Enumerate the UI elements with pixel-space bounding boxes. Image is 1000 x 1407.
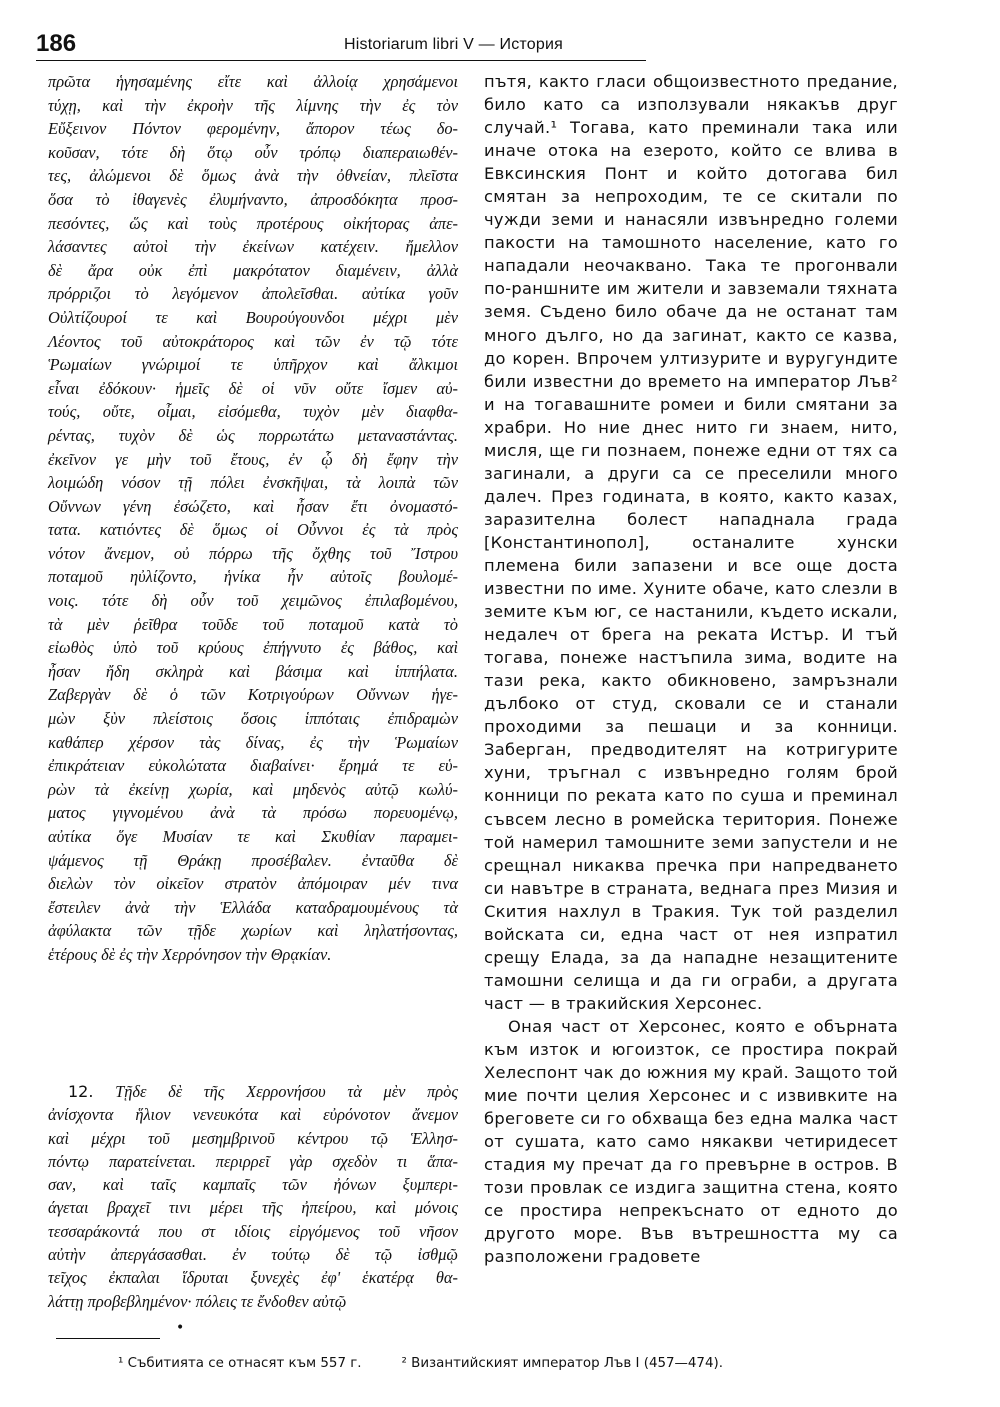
greek-line: κοῦσαν, τότε δὴ ὅτῳ οὖν τρόπῳ διαπεραιωθέν- — [48, 142, 458, 162]
greek-section-line: καὶ μέχρι τοῦ μεσημβρινοῦ κέντρου τῷ Ἑλλησ- — [48, 1128, 458, 1148]
greek-section-12 — [48, 1080, 458, 1313]
greek-line: ψάμενος τῇ Θράκῃ προσέβαλεν. ἐνταῦθα δὲ — [48, 850, 458, 870]
greek-line: εἰωθὸς ὑπὸ τοῦ κρύους ἐπήγνυτο ἐς βάθος, καὶ — [48, 638, 458, 658]
greek-line: ἐκεῖνον γε μὴν τοῦ ἔτους, ἐν ᾧ δὴ ἔφην τὴν — [48, 449, 458, 469]
greek-section-line: αὐτὴν ἀπεργάσασθαι. ἐν τούτῳ δὲ τῷ ἰσθμῷ — [48, 1245, 458, 1265]
greek-line: ἀφύλακτα τῶν τῇδε χωρίων καὶ ληλατήσοντας, — [48, 921, 458, 941]
greek-line: ἦσαν ἤδη σκληρὰ καὶ βάσιμα καὶ ἱππήλατα. — [48, 661, 458, 681]
greek-section-first-text: Τῇδε δὲ τῆς Χερρονήσου τὰ μὲν πρὸς — [115, 1082, 458, 1101]
footnote-rule — [56, 1338, 160, 1339]
greek-line: μὼν ξὺν πλείστοις ὅσοις ἱππόταις ἐπιδραμὼν — [48, 709, 458, 729]
footnote-marker: • — [176, 1320, 185, 1336]
greek-line: λοιμώδη νόσον τῇ πόλει ἐνσκῆψαι, τὰ λοιπὰ τῶν — [48, 473, 458, 493]
greek-line: καθάπερ χέρσον τὰς δίνας, ἐς τὴν Ῥωμαίων — [48, 732, 458, 752]
greek-line: Εὔξεινον Πόντον φερομένην, ἄπορον τέως δο- — [48, 119, 458, 139]
footnote-2: ² Византийският император Лъв I (457—474). — [401, 1356, 723, 1371]
greek-line: τες, ἀλώμενοι δὲ ὅμως ἀνὰ τὴν ὀθνείαν, πλεῖστα — [48, 166, 458, 186]
greek-line: λάσαντες αὐτοὶ τὴν ἐκείνων κατέχειν. ἤμελλον — [48, 237, 458, 257]
greek-line: νοις. τότε δὴ οὖν τοῦ χειμῶνος ἐπιλαβομένου, — [48, 591, 458, 611]
bulgarian-paragraph-1: пътя, както гласи общоизвестното предание, било като са използували някакъв друг случай.¹ Тогава, като преминали така или иначе отока на езерото, който се влива в Евксинския Понт и който дотогава бил смятан за непроходим, те се скитали по чужди земи и нанасяли извънредно големи пакости на тамошното население, като го нападали неочаквано. Така те прогонвали по-раншните им жители и завземали тяхната земя. Съдено било обаче да не останат там много дълго, но да загинат, както се казва, до корен. Впрочем ултизурите и вуругундите били известни до времето на император Лъв² и на тогавашните ромеи и били смятани за храбри. Но ние днес нито ги знаем, нито, мисля, ще ги познаем, понеже едни от тях са загинали, а други са се преселили много далеч. През годината, в която, както казах, заразителна болест нападнала града [Константинопол], останалите хунски племена били запазени и все още доста известни по име. Хуните обаче, като слезли в земите към юг, се настанили, където искали, недалеч от брега на реката Истър. И тъй тогава, понеже настъпила зима, водите на тази река, както обикновено, замръзнали дълбоко от студ, сковали се и станали проходими за пешаци и за конници. Заберган, предводителят на котригурите хуни, тръгнал с извънредно голям брой конници по реката като по суша и преминал съвсем лесно в ромейска територия. Понеже той намерил тамошните земи запустели и не срещнал никаква пречка при напредването си навътре в страната, веднага през Мизия и Скития нахлул в Тракия. Тук той разделил войската си, една част от нея изпратил срещу Елада, за да нападне незащитените тамошни селища и да ги ограби, а другата част — в тракийския Херсонес. — [484, 72, 898, 1013]
greek-line: νότον ἄνεμον, οὐ πόρρω τῆς ὄχθης τοῦ Ἴστρου — [48, 543, 458, 563]
greek-line: αὐτίκα ὅγε Μυσίαν τε καὶ Σκυθίαν παραμει- — [48, 827, 458, 846]
footnotes — [118, 1356, 958, 1371]
page-header — [36, 30, 956, 60]
greek-section-line — [48, 1080, 458, 1103]
greek-section-line: τεῖχος ἐκπαλαι ἵδρυται ξυνεχὲς ἐφ' ἑκατέρᾳ θα- — [48, 1268, 458, 1288]
greek-line: ματος γιγνομένου ἀνὰ τὰ πρόσω πορευομένῳ, — [48, 803, 458, 823]
greek-line: δὲ ἄρα οὐκ ἐπὶ μακρότατον διαμένειν, ἀλλὰ — [48, 260, 458, 280]
greek-line: ἐπικράτειαν εὐκολώτατα διαβαίνει· ἔρημά τε εὑ- — [48, 756, 458, 776]
greek-line: τατα. κατιόντες δὲ ὅμως οἱ Οὖννοι ἐς τὰ πρὸς — [48, 520, 458, 540]
greek-line: Οὐλτίζουροί τε καὶ Βουρούγουνδοι μέχρι μὲν — [48, 307, 458, 327]
footnote-1: ¹ Събитията се отнасят към 557 г. — [118, 1356, 362, 1371]
section-number: 12. — [68, 1082, 94, 1101]
greek-line: εἶναι ἐδόκουν· ἡμεῖς δὲ οἱ νῦν οὔτε ἴσμεν αὐ- — [48, 378, 458, 398]
greek-line: τὰ μὲν ῥεῖθρα τοῦδε τοῦ ποταμοῦ κατὰ τὸ — [48, 614, 458, 634]
greek-section-line: ἀνίσχοντα ἥλιον νενευκότα καὶ εὐρόνοτον ἄνεμον — [48, 1105, 458, 1125]
greek-line: ὅσα τὸ ἰθαγενὲς ἐλυμήναντο, ἀπροσδόκητα προσ- — [48, 189, 458, 209]
greek-section-line: άγεται βραχεῖ τινι μέρει τῆς ἠπείρου, καὶ μόνοις — [48, 1198, 458, 1218]
greek-line: Οὔννων γένη ἐσώζετο, καὶ ἦσαν ἔτι ὀνομαστό- — [48, 496, 458, 516]
bulgarian-column — [484, 70, 898, 1268]
greek-line: ρὼν τὰ ἐκείνῃ χωρία, καὶ μηδενὸς αὐτῷ κωλύ- — [48, 779, 458, 799]
greek-line: ἔστειλεν ἀνὰ τὴν Ἑλλάδα καταδραμουμένους τὰ — [48, 897, 458, 917]
running-head: Historiarum libri V — История — [344, 36, 563, 53]
greek-line: ἑτέρους δὲ ἐς τὴν Χερρόνησον τὴν Θρᾳκίαν. — [48, 944, 332, 964]
greek-line: τύχῃ, καὶ τὴν ἐκροὴν τῆς λίμνης τὴν ἐς τὸν — [48, 95, 458, 115]
page-number: 186 — [36, 30, 77, 57]
greek-line: διελὼν τὸν οἰκεῖον στρατὸν ἀπόμοιραν μέν τινα — [48, 874, 458, 894]
bulgarian-paragraph-2: Оная част от Херсонес, която е обърната към изток и югоизток, се простира покрай Хелеспонт чак до южния му край. Защото той мие почти целия Херсонес и с извивките на бреговете си го обхваща без една малка част от сушата, като само някакви четиридесет стадия му пречат да го превърне в остров. В този провлак се издига защитна стена, която се простира непрекъснато от едното до другото море. Във вътрешността му са разположени градовете — [484, 1016, 898, 1267]
greek-section-line: σαν, καὶ ταῖς καμπαῖς τῶν ἠόνων ξυμπερι- — [48, 1175, 458, 1195]
greek-line: πρῶτα ἡγησαμένης εἴτε καὶ ἀλλοίᾳ χρησάμενοι — [48, 72, 458, 91]
greek-line: ποταμοῦ ηὐλίζοντο, ἡνίκα ἦν αὐτοῖς βουλομέ- — [48, 567, 458, 587]
greek-column — [48, 70, 458, 967]
greek-line: Λέοντος τοῦ αὐτοκράτορος καὶ τῶν ἐν τῷ τότε — [48, 331, 458, 351]
greek-line: ρέντας, τυχὸν δὲ ὡς πορρωτάτω μεταναστάντας. — [48, 425, 458, 445]
greek-line: τούς, οὔτε, οἶμαι, εἰσόμεθα, τυχὸν μὲν διαφθα- — [48, 402, 458, 422]
greek-line: Ζαβεργὰν δὲ ὁ τῶν Κοτριγούρων Οὔννων ἡγε- — [48, 685, 458, 705]
greek-line: πρόρριζοι τὸ λεγόμενον ἀπολεῖσθαι. αὐτίκα γοῦν — [48, 284, 458, 304]
greek-section-line: λάττῃ προβεβλημένον· πόλεις τε ἔνδοθεν αὐτῷ — [48, 1291, 347, 1311]
greek-line: πεσόντες, ὥς καὶ τοὺς προτέρους οἰκήτορας ἀπε- — [48, 213, 458, 233]
greek-section-line: πόντῳ παρατείνεται. περιρρεῖ γὰρ σχεδὸν τι ἅπα- — [48, 1151, 458, 1171]
header-rule — [36, 60, 646, 61]
greek-line: Ῥωμαίων γνώριμοί τε ὑπῆρχον καὶ ἄλκιμοι — [48, 355, 458, 375]
greek-section-line: τεσσαράκοντά που στ ιδίοις εἰργόμενος τοῦ νῆσον — [48, 1221, 458, 1241]
